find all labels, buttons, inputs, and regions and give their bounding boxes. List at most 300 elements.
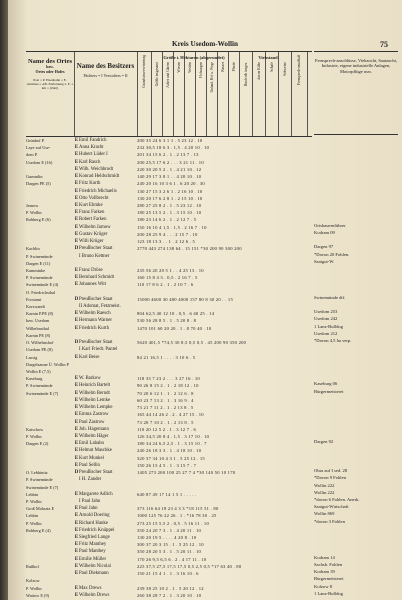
table-row: [26, 455, 312, 462]
row-remark: Swinemünde dtf.: [314, 294, 346, 300]
row-remark: Bürgermeisterei: [314, 576, 344, 582]
row-remark: 1 Lanz-Bulldog: [314, 590, 343, 596]
row-marker: E: [74, 166, 79, 172]
row-ort: P. Swinemünde: [26, 477, 53, 483]
table-row: [26, 281, 312, 288]
row-figures: 280 27 25 8 2 . 1 . 5 23 12 . 10: [137, 202, 202, 208]
table-row: [26, 303, 312, 310]
row-marker: E: [74, 549, 79, 555]
row-owner: Richard Hanke: [79, 520, 108, 526]
row-marker: D: [74, 470, 79, 476]
row-ort: Usedom E (16): [26, 159, 53, 165]
row-figures: 1405 273 200 100 25 27 7 4 *30 140 50 10 170: [137, 470, 236, 476]
table-row: [26, 339, 312, 346]
table-row: [26, 267, 312, 274]
row-marker: E: [74, 354, 79, 360]
row-ort: P. Wollin: [26, 210, 42, 216]
row-remark: *Davon 20 Fohlen.: [314, 251, 350, 257]
row-figures: 804 62,5 40 12 10 . 0,5 . 6 40 25 . 14: [137, 311, 215, 317]
row-remark: *davon 6 Fohlen. Anerk.: [314, 496, 360, 502]
table-row: [26, 253, 312, 260]
row-figures: 170 26 9,5 6,5 6 . 2 . 4 17 11 . 10: [137, 556, 207, 562]
table-row: [26, 274, 312, 281]
table-row: [26, 296, 312, 303]
row-owner: Hubert Lüder I: [79, 152, 108, 158]
row-marker: E: [74, 376, 79, 382]
header-col-12: [278, 52, 292, 136]
row-remark: [314, 539, 398, 546]
row-remark: Sachsb. Fohlen: [314, 561, 343, 567]
table-body: [26, 137, 312, 599]
row-remark: [314, 460, 398, 467]
row-remark: Kodram 14: [314, 554, 335, 560]
table-row: [26, 361, 312, 368]
row-remark: [314, 395, 398, 402]
table-row: [26, 188, 312, 195]
row-marker: D: [74, 340, 79, 346]
table-row: [26, 491, 312, 498]
header-besitzer-sub: Pächters = I Verwalters = II: [83, 73, 128, 78]
header-ort-sub2: Ortes oder Hofes: [35, 68, 65, 74]
header-col-label: Acker und Gärten: [165, 62, 170, 88]
row-owner: Joh. Hagemann: [79, 426, 109, 432]
row-remark: [314, 193, 398, 200]
row-figures: 273 25 15 5,5 2 . 0,5 . 5 16 11 . 10: [137, 520, 209, 526]
header-col-13: [291, 52, 308, 136]
row-figures: 84 21 16,5 1 . . . . 3 10 6 . 5: [137, 354, 196, 360]
row-ort: Wollin E (7,5): [26, 369, 51, 374]
row-owner: Paul Manthey: [79, 549, 106, 555]
header-size-group: Größe i. Hektaren (abgerundet): [163, 55, 225, 60]
row-marker: E: [74, 188, 79, 194]
row-marker: E: [74, 426, 79, 432]
row-figures: 232 30,5 18 6 3 . 1,5 . 4 20 10 . 10: [137, 145, 210, 151]
row-remark: [314, 344, 398, 351]
row-ort: Laye auf Use-: [26, 145, 51, 151]
row-owner: Johannes Witt: [79, 282, 107, 288]
header-col-label: Größe insgesamt: [154, 62, 159, 87]
row-marker: E: [74, 181, 79, 187]
row-marker: E: [74, 556, 79, 562]
row-owner: W. Barkow: [79, 376, 101, 382]
row-marker: E: [74, 145, 79, 151]
row-owner: Wilhelm Jarnow: [79, 224, 111, 230]
table-row: [26, 245, 312, 252]
row-marker: E: [74, 455, 79, 461]
row-figures: 240 26 18 3 3 . 1 . 4 18 10 . 10: [137, 448, 202, 454]
row-remark: [314, 164, 398, 171]
row-marker: E: [74, 448, 79, 454]
row-figures: 530 56 28 8 5 . 1 . 5 20 8 . 8: [137, 318, 197, 324]
row-figures: 180 23 14 6 2 . 1 . 2 12 7 . 5: [137, 217, 197, 223]
row-figures: 180 25 13 5 2 . 1 . 3 15 10 . 10: [137, 210, 202, 216]
row-owner: Preußischer Staat: [79, 470, 113, 476]
row-ort: bzw. Usedom: [26, 318, 50, 324]
row-remark: Wollin 222: [314, 482, 335, 488]
header-besitzer-title: Name des Besitzers: [76, 62, 135, 70]
row-remark: Wollin 222: [314, 489, 335, 495]
row-owner: Wilhelm Raesch: [79, 311, 111, 317]
row-ort: Forstamt: [26, 296, 42, 302]
row-remark: Usedom 253: [314, 309, 338, 315]
row-remark: [314, 207, 398, 214]
row-marker: E: [74, 462, 79, 468]
row-owner: Robert Farken: [79, 217, 107, 223]
table-row: [26, 346, 312, 353]
row-owner: Preußischer Staat: [79, 296, 113, 302]
row-remark: [314, 149, 398, 156]
row-figures: 110 17 8 6 2 . 1 . 2 10 7 . 6: [137, 282, 194, 288]
row-remark: [314, 171, 398, 178]
row-figures: 130 20 19 5 . . . . 4 20 8 . 10: [137, 535, 197, 541]
row-figures: 320 37 34 10 4 3 1 . 5 25 12 . 15: [137, 455, 205, 461]
table-row: [26, 397, 312, 404]
row-figures: 200 25,5 17 6 2 . . . 3 21 11 . 10: [137, 159, 204, 165]
row-remark: [314, 373, 398, 380]
row-ort: Wilhelmsthal: [26, 325, 49, 331]
row-remark: [314, 366, 398, 373]
header-col-label: Wiesen: [176, 62, 181, 73]
row-remark: Kolzow 8: [314, 583, 332, 589]
header-ort: [26, 52, 75, 136]
header-col-label: Fernsprech-anschluß: [297, 55, 301, 85]
table-row: [26, 520, 312, 527]
table-row: [26, 238, 312, 245]
row-marker: E: [74, 513, 79, 519]
row-remark: [314, 445, 398, 452]
row-marker: E: [74, 267, 79, 273]
row-figures: 150 26 15 4 5 . 1 . 3 15 7 . 7: [137, 462, 197, 468]
row-ort: Lebbin: [26, 491, 39, 497]
row-figures: 220 30 20 5 2 . 1 . 4 21 10 . 12: [137, 166, 202, 172]
header-col-label: Schweine: [282, 62, 287, 76]
row-ort: dom P.: [26, 152, 38, 158]
row-owner: I Paul Jahn: [79, 498, 101, 504]
row-remark: [314, 178, 398, 185]
row-owner: Preußischer Staat: [79, 340, 113, 346]
row-owner: Paul Jahn: [79, 506, 98, 512]
row-ort: Wattow E (9): [26, 592, 50, 598]
row-figures: 640 87 49 17 14 1 5 1 . . . . .: [137, 491, 197, 497]
row-remark: Ortsbauernführer: [314, 222, 346, 228]
table-row: [26, 137, 312, 144]
row-figures: 140 29 17 3 8 1 . . 4 20 10 . 10: [137, 174, 202, 180]
row-marker: E: [74, 318, 79, 324]
row-remark: Usedom 212: [314, 330, 338, 336]
table-row: [26, 289, 312, 296]
row-owner: Margarete Adlich: [79, 491, 113, 497]
row-ort: Karnin P.PE (8): [26, 311, 54, 317]
row-owner: Wilhelm Häger: [79, 433, 109, 439]
table-row: [26, 498, 312, 505]
table-row: [26, 144, 312, 151]
row-figures: 165 44 14 26 2 . 2 . 4 27 15 . 10: [137, 412, 204, 418]
table-row: [26, 585, 312, 592]
row-figures: 200 28 25 9 4 . . . 2 15 7 . 10: [137, 231, 198, 237]
row-owner: I Karl Friedr. Pantel: [79, 347, 118, 353]
row-remark: Saatgut-W.: [314, 258, 335, 264]
row-marker: E: [74, 390, 79, 396]
row-ort: O. Lebbinitz: [26, 470, 48, 476]
row-ort: P. Swinemünde: [26, 275, 53, 281]
row-remark: [314, 265, 398, 272]
row-figures: 73 20 7 10 2 . 1 . 2 13 8 . 5: [137, 419, 194, 425]
row-marker: E: [74, 405, 79, 411]
row-marker: E: [74, 210, 79, 216]
row-marker: E: [74, 397, 79, 403]
row-remark: [314, 359, 398, 366]
row-owner: Wilhelm Lemke: [79, 397, 111, 403]
row-marker: E: [74, 159, 79, 165]
table-row: [26, 541, 312, 548]
header-ort-sub3: Post = P. Eisenbahn = E. Amtsbez.= AB. Entfernung z. E. i. km = (Zahl): [26, 78, 74, 91]
row-figures: 5620 401,5 *74,5 30 8,5 0,5 0,5 . 45 200 90 350 200: [137, 340, 247, 346]
row-remark: Kaseburg 06: [314, 381, 338, 387]
row-owner: Franz Dröse: [79, 267, 103, 273]
row-marker: E: [74, 195, 79, 201]
row-remark: *Davon 9 Fohlen: [314, 475, 346, 481]
row-remark: [314, 424, 398, 431]
row-ort: Kachlin: [26, 246, 40, 252]
row-marker: E: [74, 433, 79, 439]
table-row: [26, 216, 312, 223]
page-number: 75: [380, 40, 388, 49]
header-col-label: Unland, Hof u. Wege: [209, 62, 214, 93]
row-remark: [314, 453, 398, 460]
row-owner: Heinrich Bartelt: [79, 383, 111, 389]
row-figures: 200 35 24 6 3 1 1 . 5 23 12 . 10: [137, 138, 203, 143]
row-figures: 130 20 17 6 2 8 1 . 2 15 10 . 10: [137, 195, 203, 201]
row-owner: Paul Zastrow: [79, 419, 105, 425]
row-marker: E: [74, 491, 79, 497]
table-row: [26, 433, 312, 440]
remarks-column: [314, 51, 398, 597]
row-figures: 126 34,5 20 8 4 . 1,5 . 3 17 10 . 10: [137, 433, 210, 439]
row-figures: 235 56 20 20 5 1 . . 4 25 13 . 10: [137, 267, 204, 273]
header-col-label: Rindvieh insges.: [243, 62, 248, 86]
header-remarks: Fernsprech-anschlüsse, Viehzucht, Saatzucht, Industrie, eigene industrielle Anlagen, Motorpflüge usw.: [314, 51, 398, 135]
row-figures: 110 20 12 5 2 . 1 . 3 12 7 . 6: [137, 426, 197, 432]
row-figures: 70 20 6 12 1 . 1 . 2 12 6 . 8: [137, 390, 194, 396]
row-remark: [314, 546, 398, 553]
row-owner: Paul Diekmann: [79, 571, 109, 577]
row-remark: Dargen 97: [314, 244, 334, 250]
row-owner: Preußischer Staat: [79, 246, 113, 252]
row-remark: Usedom 242: [314, 316, 338, 322]
header-col-label: Weiden: [187, 62, 192, 73]
row-ort: P. Wollin: [26, 520, 42, 526]
book-spine: [0, 0, 8, 600]
row-owner: Friedrich Knüppel: [79, 527, 115, 533]
row-figures: 1000 125 76 22 26 . 1 . *16 78 30 . 25: [137, 513, 217, 519]
row-ort: Swinemünde E (4): [26, 282, 59, 288]
row-ort: Kamminke: [26, 267, 46, 273]
table-row: [26, 440, 312, 447]
row-ort: Dargen PE (5): [26, 181, 51, 187]
row-marker: E: [74, 325, 79, 331]
row-owner: Anna Kracht: [79, 145, 104, 151]
row-marker: E: [74, 224, 79, 230]
row-ort: O. Wilhelmshof: [26, 340, 54, 346]
table-row: [26, 375, 312, 382]
row-marker: E: [74, 383, 79, 389]
row-ort: Korswandt: [26, 304, 45, 310]
row-figures: 239 38 25 10 2 . 1 . 5 20 12 . 12: [137, 585, 204, 591]
header-col-label: Pferde: [231, 62, 236, 72]
row-figures: 118 33 7 23 2 . . . 3 27 16 . 10: [137, 376, 200, 382]
row-remark: [314, 532, 398, 539]
row-figures: 73 21 7 11 2 . 1 . 2 13 8 . 5: [137, 405, 194, 411]
row-remark: [314, 417, 398, 424]
table-row: [26, 548, 312, 555]
table-row: [26, 224, 312, 231]
row-figures: 150 16 10 4 1,5 . 1,5 . 2 16 7 . 10: [137, 224, 207, 230]
row-marker: E: [74, 535, 79, 541]
row-owner: Wilhelm Lempke: [79, 405, 113, 411]
row-figures: 2770 443 274 138 64 . 15 151 *30 200 90 300 200: [137, 246, 242, 252]
row-remark: *Davon 4,5 ha verp.: [314, 338, 352, 344]
row-figures: 225 37,5 27,5 17,5 17,5 0,5 2,5 0,5 *17 63 40 . 80: [137, 563, 242, 569]
row-ort: O. Friedrichsthal: [26, 289, 56, 295]
row-owner: Emilie Müller: [79, 556, 107, 562]
row-marker: E: [74, 441, 79, 447]
row-owner: Friedrich Michaelis: [79, 188, 117, 194]
table-row: [26, 527, 312, 534]
table-row: [26, 476, 312, 483]
row-marker: E: [74, 152, 79, 158]
row-ort: Jarnow: [26, 202, 39, 208]
row-figures: 150 21 15 4 1 . 1 . 3 16 10 . 6: [137, 571, 199, 577]
row-figures: 350 28 20 5 3 . 1 . 5 20 11 . 10: [137, 549, 202, 555]
table-row: [26, 151, 312, 158]
row-ort: Gummlin: [26, 174, 43, 180]
row-ort: Dargelzaune Ü. Wollin P: [26, 361, 69, 367]
row-figures: 90 26 8 15 2 . 1 . 2 18 12 . 10: [137, 383, 199, 389]
row-owner: Arnold Doering: [79, 513, 110, 519]
table-row: [26, 368, 312, 375]
header-vieh-group: Viehstand: [258, 55, 278, 60]
row-owner: Kurt Ehmke: [79, 202, 103, 208]
row-figures: 373 116 64 18 23 4 3 3 *18 115 51 . 80: [137, 506, 219, 512]
row-ort: Lassig: [26, 354, 38, 360]
row-ort: Dargen E (11): [26, 260, 51, 266]
row-remark: [314, 236, 398, 243]
row-remark: [314, 214, 398, 221]
row-marker: E: [74, 275, 79, 281]
row-ort: P. Wollin: [26, 433, 42, 439]
header-col-11: [265, 52, 279, 136]
row-ort: Lebbin: [26, 513, 39, 519]
table-header: [26, 51, 312, 137]
row-ort: Swinemünde E (7): [26, 484, 59, 490]
row-remark: [314, 135, 398, 142]
book-page: [8, 0, 402, 600]
table-row: [26, 570, 312, 577]
row-owner: Bernhard Schmidt: [79, 275, 115, 281]
table-row: [26, 512, 312, 519]
table-row: [26, 310, 312, 317]
row-owner: Fritz Kurth: [79, 181, 101, 187]
table-row: [26, 563, 312, 570]
row-marker: E: [74, 138, 79, 143]
row-marker: E: [74, 202, 79, 208]
row-remark: [314, 186, 398, 193]
row-remark: *davon 3 Fohlen: [314, 518, 345, 524]
row-owner: Helmut Maschke: [79, 448, 112, 454]
row-remark: [314, 272, 398, 279]
row-ort: Robberg E (6): [26, 217, 51, 223]
row-remark: Wollin 869: [314, 511, 335, 517]
row-figures: 130 27 15 3 2 6 1 . 2 16 10 . 10: [137, 188, 203, 194]
row-marker: E: [74, 217, 79, 223]
row-remark: Bürgermeisterei: [314, 388, 344, 394]
row-owner: Wilhelm Berndt: [79, 390, 110, 396]
row-ort: Robberg E (4): [26, 527, 51, 533]
row-remark: [314, 200, 398, 207]
header-besitzer: [74, 52, 138, 136]
row-marker: E: [74, 527, 79, 533]
row-owner: I H. Zander: [79, 477, 102, 483]
row-owner: Karl Beise: [79, 354, 100, 360]
row-owner: Karl Rasch: [79, 159, 101, 165]
table-row: [26, 534, 312, 541]
row-owner: Friedrich Kurth: [79, 325, 109, 331]
table-row: [26, 426, 312, 433]
row-remark: [314, 409, 398, 416]
table-row: [26, 332, 312, 339]
row-remark: [314, 287, 398, 294]
header-col-label: Holzungen: [198, 62, 203, 78]
row-marker: E: [74, 311, 79, 317]
header-col-label: davon Kühe: [256, 62, 261, 80]
table-row: [26, 505, 312, 512]
row-ort: Rußhof: [26, 563, 39, 569]
table-row: [26, 577, 312, 584]
row-marker: E: [74, 419, 79, 425]
row-ort: P. Swinemünde: [26, 253, 53, 259]
row-owner: Hermann Warner: [79, 318, 112, 324]
header-col-0: [137, 52, 152, 136]
row-ort: Katschow: [26, 426, 44, 432]
table-row: [26, 231, 312, 238]
table-row: [26, 556, 312, 563]
table-row: [26, 592, 312, 599]
row-marker: E: [74, 282, 79, 288]
row-marker: E: [74, 571, 79, 577]
table-row: [26, 404, 312, 411]
table-row: [26, 209, 312, 216]
table-row: [26, 325, 312, 332]
row-remark: Saatgut-Wirtschaft: [314, 504, 349, 510]
row-owner: Franz Farken: [79, 210, 105, 216]
header-col-9: [239, 52, 253, 136]
header-col-label: Schafe: [269, 62, 274, 72]
row-figures: 60 23 7 13 2 . 1 . 3 16 9 . 4: [137, 397, 194, 403]
row-figures: 123 18 13 3 . . 1 . 2 12 6 . 5: [137, 239, 196, 245]
row-remark: [314, 525, 398, 532]
row-figures: 350 24 20 7 3 . 1 . 4 20 11 . 10: [137, 527, 202, 533]
table-row: [26, 447, 312, 454]
row-owner: Siegfried Lange: [79, 535, 110, 541]
row-ort: Grünhof P.: [26, 138, 45, 143]
row-ort: Swinemünde E (7): [26, 390, 59, 396]
row-marker: E: [74, 592, 79, 598]
row-figures: 160 15 8 4 3 . 0,5 . 2 16 7 . 5: [137, 275, 198, 281]
row-remark: 1 Lanz-Bulldog: [314, 323, 343, 329]
row-owner: Otto Vollbrecht: [79, 195, 109, 201]
row-ort: Usedom PE (8): [26, 347, 53, 353]
row-ort: P. Swinemünde: [26, 383, 53, 389]
